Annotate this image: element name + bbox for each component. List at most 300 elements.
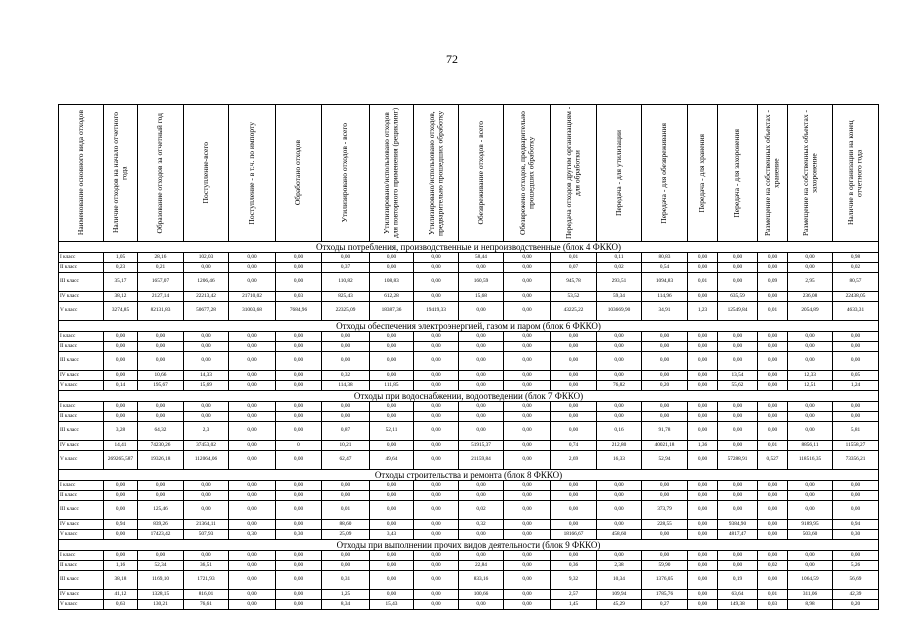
table-cell: 2054,89 [788,302,833,321]
table-cell: 0,00 [229,481,276,491]
table-cell: 0,00 [551,402,597,412]
table-cell: 0,00 [370,371,414,381]
table-cell: 0,00 [138,491,184,501]
section-row [59,470,879,481]
table-cell: 0,00 [718,481,758,491]
table-body [59,242,879,610]
table-cell: 945,78 [551,273,597,292]
column-header [642,105,688,242]
table-cell: 0,00 [504,491,551,501]
table-cell: 0,00 [184,402,229,412]
table-cell: 0,00 [459,402,504,412]
table-cell: 35,17 [104,273,138,292]
table-row [59,253,879,263]
hazard-class-cell: IV класс [59,371,104,381]
table-cell: 212,80 [597,441,642,451]
table-cell: 0,00 [788,332,833,342]
table-cell: 0,01 [758,302,788,321]
table-cell: 0,00 [504,441,551,451]
table-cell: 0,00 [688,263,718,273]
table-cell: 9,32 [551,571,597,590]
table-cell: 0,00 [229,501,276,520]
table-cell: 0,00 [758,501,788,520]
table-cell: 0,00 [758,422,788,441]
hazard-class-cell: IV класс [59,441,104,451]
table-cell: 0,00 [322,561,370,571]
hazard-class-cell: V класс [59,381,104,391]
table-row [59,381,879,391]
table-cell: 51915,37 [459,441,504,451]
table-cell: 0,00 [688,381,718,391]
table-cell: 0,00 [758,371,788,381]
table-cell: 0,00 [414,551,459,561]
table-cell: 0,00 [688,481,718,491]
table-row [59,451,879,470]
table-cell: 10,34 [597,571,642,590]
table-cell: 0,98 [833,253,879,263]
table-row [59,352,879,371]
table-cell: 0,00 [688,520,718,530]
table-cell: 0,00 [504,302,551,321]
waste-statistics-table [58,104,879,610]
table-cell: 0,00 [276,342,322,352]
table-cell: 88,60 [322,520,370,530]
table-cell: 1328,15 [138,590,184,600]
table-cell: 7684,96 [276,302,322,321]
table-cell: 15,68 [459,292,504,302]
table-cell: 269265,587 [104,451,138,470]
table-cell: 111,85 [370,381,414,391]
table-cell: 42,39 [833,590,879,600]
table-cell: 28,16 [138,253,184,263]
table-cell: 1,45 [551,600,597,610]
section-row [59,242,879,253]
table-cell: 0,00 [504,273,551,292]
table-cell: 0,00 [459,481,504,491]
table-cell: 2,38 [597,561,642,571]
table-cell: 0,00 [276,600,322,610]
table-cell: 0,00 [688,590,718,600]
table-row [59,530,879,540]
table-cell: 0,00 [414,530,459,540]
table-row [59,481,879,491]
table-cell: 0,00 [184,263,229,273]
table-cell: 0,31 [322,571,370,590]
table-cell: 0,00 [276,422,322,441]
table-cell: 0,00 [138,481,184,491]
table-cell: 59,34 [597,292,642,302]
table-cell: 53,52 [551,292,597,302]
hazard-class-cell: I класс [59,332,104,342]
table-cell: 0,00 [833,551,879,561]
table-cell: 63,64 [718,590,758,600]
table-row [59,342,879,352]
table-cell: 149,38 [718,600,758,610]
hazard-class-cell: V класс [59,600,104,610]
table-cell: 80,83 [642,253,688,263]
table-cell: 0,00 [184,352,229,371]
table-cell: 0,00 [229,551,276,561]
table-cell: 0,00 [688,412,718,422]
table-cell: 1206,46 [184,273,229,292]
table-cell: 0,32 [322,371,370,381]
table-cell: 0,00 [370,571,414,590]
table-cell: 0,00 [138,352,184,371]
table-cell: 0,00 [104,551,138,561]
table-cell: 114,96 [642,292,688,302]
table-cell: 0,02 [597,263,642,273]
table-cell: 1,24 [833,381,879,391]
table-cell: 59,90 [642,561,688,571]
table-cell: 0,00 [104,402,138,412]
table-cell: 12,33 [788,371,833,381]
table-cell: 0,00 [551,371,597,381]
table-cell: 0,00 [414,332,459,342]
table-cell: 0,00 [597,412,642,422]
table-cell: 0,00 [504,422,551,441]
table-cell: 0,00 [788,561,833,571]
table-cell: 22438,05 [833,292,879,302]
table-cell: 0,00 [551,352,597,371]
table-cell: 0,00 [370,263,414,273]
section-row [59,540,879,551]
table-cell: 0,00 [138,402,184,412]
table-cell: 0,00 [833,342,879,352]
column-header-label: Поступление-всего [200,142,210,204]
section-title: Отходы при выполнении прочих видов деятельности (блок 9 ФККО) [59,540,879,551]
table-cell: 1,16 [104,561,138,571]
column-header [551,105,597,242]
table-cell: 74230,26 [138,441,184,451]
table-cell: 0,00 [504,253,551,263]
table-cell: 0,00 [597,352,642,371]
table-cell: 0,00 [504,352,551,371]
table-cell: 0,00 [688,253,718,263]
table-cell: 0,00 [459,352,504,371]
table-cell: 76,82 [597,381,642,391]
table-cell: 2,3 [184,422,229,441]
section-title: Отходы потребления, производственные и непроизводственные (блок 4 ФККО) [59,242,879,253]
hazard-class-cell: II класс [59,412,104,422]
hazard-class-cell: II класс [59,263,104,273]
table-cell: 0 [276,441,322,451]
table-cell: 0,00 [414,352,459,371]
table-cell: 21159,84 [459,451,504,470]
table-cell: 0,00 [788,412,833,422]
table-cell: 31003,68 [229,302,276,321]
table-cell: 0,00 [788,402,833,412]
table-cell: 0,00 [229,253,276,263]
column-header [788,105,833,242]
column-header [459,105,504,242]
table-cell: 0,00 [184,501,229,520]
table-cell: 0,00 [504,381,551,391]
table-cell: 0,00 [688,402,718,412]
table-cell: 0,00 [504,342,551,352]
table-cell: 1657,07 [138,273,184,292]
table-cell: 0,00 [414,402,459,412]
hazard-class-cell: I класс [59,551,104,561]
table-cell: 0,00 [504,600,551,610]
table-cell: 0,00 [688,501,718,520]
table-cell: 0,00 [504,520,551,530]
table-cell: 0,74 [551,441,597,451]
table-cell: 14,41 [104,441,138,451]
table-cell: 10,66 [138,371,184,381]
table-cell: 228,55 [642,520,688,530]
table-cell: 0,00 [229,590,276,600]
table-cell: 0,00 [718,491,758,501]
table-row [59,551,879,561]
section-title: Отходы обеспечения электроэнергией, газом и паром (блок 6 ФККО) [59,321,879,332]
column-header-label: Поступление - в т.ч. по импорту [246,121,256,225]
table-cell: 0,01 [688,273,718,292]
table-cell: 19326,18 [138,451,184,470]
column-header [229,105,276,242]
table-cell: 0,00 [184,481,229,491]
table-cell: 0,00 [758,571,788,590]
table-cell: 825,43 [322,292,370,302]
table-cell: 0,11 [597,253,642,263]
table-cell: 0,00 [414,501,459,520]
table-cell: 108,83 [370,273,414,292]
hazard-class-cell: III класс [59,422,104,441]
table-cell: 0,00 [597,332,642,342]
table-cell: 56,69 [833,571,879,590]
table-cell: 0,00 [276,412,322,422]
table-cell: 0,00 [104,481,138,491]
table-cell: 45,29 [597,600,642,610]
table-cell: 0,00 [688,371,718,381]
table-cell: 0,00 [642,481,688,491]
table-cell: 0,00 [788,551,833,561]
table-cell: 0,00 [104,342,138,352]
table-cell: 13,54 [718,371,758,381]
table-cell: 1,23 [688,302,718,321]
table-cell: 0,00 [414,381,459,391]
table-cell: 0,00 [688,551,718,561]
hazard-class-cell: V класс [59,530,104,540]
column-header-label: Передача - для утилизации [613,130,623,216]
table-cell: 0,03 [758,600,788,610]
table-row [59,561,879,571]
table-cell: 57288,91 [718,451,758,470]
table-cell: 0,00 [718,402,758,412]
table-cell: 0,00 [718,263,758,273]
table-cell: 0,00 [184,412,229,422]
table-cell: 0,00 [788,342,833,352]
table-cell: 0,00 [642,402,688,412]
table-cell: 0,00 [322,412,370,422]
table-cell: 114,38 [322,381,370,391]
table-cell: 0,00 [276,561,322,571]
table-cell: 5,81 [833,422,879,441]
table-cell: 38,12 [104,292,138,302]
table-cell: 82131,83 [138,302,184,321]
table-cell: 0,00 [833,501,879,520]
table-cell: 0,00 [322,551,370,561]
table-cell: 43225,22 [551,302,597,321]
table-cell: 9189,95 [788,520,833,530]
table-cell: 0,00 [688,352,718,371]
table-cell: 0,00 [229,441,276,451]
table-cell: 0,00 [688,561,718,571]
column-header [59,105,104,242]
table-cell: 91,78 [642,422,688,441]
table-cell: 40021,18 [642,441,688,451]
table-cell: 0,00 [322,402,370,412]
table-cell: 0,00 [414,292,459,302]
table-cell: 0,00 [758,520,788,530]
table-row [59,263,879,273]
column-header [322,105,370,242]
column-header-label: Обезврежено отходов, предварительно прошедших обработку [517,111,535,235]
table-cell: 0,00 [642,371,688,381]
table-cell: 0,00 [276,253,322,263]
table-cell: 0,00 [758,292,788,302]
table-cell: 0,00 [370,441,414,451]
hazard-class-cell: V класс [59,302,104,321]
table-row [59,332,879,342]
table-cell: 0,00 [758,412,788,422]
column-header-label: Утилизировано отходов - всего [340,123,350,223]
table-cell: 34,91 [642,302,688,321]
table-cell: 0,00 [597,501,642,520]
table-cell: 0,00 [322,481,370,491]
table-cell: 3,28 [104,422,138,441]
table-cell: 0,00 [504,263,551,273]
column-header-label: Передача - для хранения [697,133,707,213]
table-cell: 0,19 [718,571,758,590]
table-cell: 38,18 [104,571,138,590]
table-cell: 0,00 [414,451,459,470]
table-cell: 0,00 [833,491,879,501]
table-cell: 0,00 [459,263,504,273]
table-cell: 0,00 [104,491,138,501]
table-cell: 0,00 [688,600,718,610]
column-header-label: Утилизировано/использовано отходов для повторного применения (рециклинг) [382,107,400,239]
hazard-class-cell: III класс [59,571,104,590]
table-cell: 0,00 [551,551,597,561]
table-cell: 55,62 [718,381,758,391]
table-cell: 0,20 [642,381,688,391]
column-header-label: Передача - для обезвреживания [659,122,669,224]
table-cell: 0,00 [758,381,788,391]
table-cell: 0,00 [459,600,504,610]
table-cell: 0,00 [276,571,322,590]
table-cell: 0,00 [276,520,322,530]
table-cell: 0,00 [322,342,370,352]
table-cell: 0,00 [276,402,322,412]
table-cell: 0,00 [504,451,551,470]
table-cell: 1064,59 [788,571,833,590]
table-row [59,441,879,451]
hazard-class-cell: IV класс [59,292,104,302]
table-cell: 0,00 [370,501,414,520]
table-cell: 0,00 [551,381,597,391]
column-header-label: Образование отходов за отчетный год [155,112,165,234]
table-cell: 0,00 [229,381,276,391]
column-header-label: Утилизировано/использовано отходов, предварительно прошедших обработку [426,110,444,236]
table-cell: 18387,36 [370,302,414,321]
table-cell: 0,00 [229,263,276,273]
table-cell: 76,61 [184,600,229,610]
table-cell: 0,00 [370,520,414,530]
table-cell: 0,00 [788,481,833,491]
table-cell: 0,00 [642,551,688,561]
table-cell: 0,00 [229,520,276,530]
table-cell: 52,34 [138,561,184,571]
table-cell: 0,94 [104,520,138,530]
table-cell: 0,00 [414,571,459,590]
table-cell: 0,02 [758,561,788,571]
hazard-class-cell: III класс [59,273,104,292]
table-cell: 16,33 [597,451,642,470]
table-cell: 2,95 [788,273,833,292]
table-cell: 0,00 [322,332,370,342]
table-cell: 0,00 [688,451,718,470]
table-cell: 0,00 [229,571,276,590]
table-cell: 0,05 [833,371,879,381]
table-cell: 0,00 [688,530,718,540]
table-cell: 0,00 [229,491,276,501]
table-cell: 0,20 [833,600,879,610]
table-cell: 507,93 [184,530,229,540]
table-cell: 0,01 [758,441,788,451]
table-row [59,422,879,441]
table-row [59,600,879,610]
table-cell: 19419,33 [414,302,459,321]
table-cell: 0,00 [758,530,788,540]
table-cell: 311,06 [788,590,833,600]
table-cell: 0,00 [788,422,833,441]
table-cell: 0,00 [718,441,758,451]
table-cell: 0,00 [184,491,229,501]
table-cell: 2,69 [551,451,597,470]
table-cell: 64,32 [138,422,184,441]
table-cell: 0,00 [504,501,551,520]
table-cell: 458,60 [597,530,642,540]
table-cell: 0,00 [642,342,688,352]
table-cell: 0,00 [370,332,414,342]
table-cell: 0,00 [104,412,138,422]
table-cell: 236,08 [788,292,833,302]
table-cell: 0,00 [276,371,322,381]
hazard-class-cell: III класс [59,501,104,520]
hazard-class-cell: IV класс [59,590,104,600]
table-cell: 0,00 [758,352,788,371]
column-header-label: Наличие отходов на начало отчетного года [111,112,129,234]
table-cell: 0,00 [370,412,414,422]
table-cell: 0,00 [322,491,370,501]
table-cell: 0,00 [642,530,688,540]
column-header-label: Размещение на собственных объектах - захоронение [800,110,818,236]
table-cell: 0,00 [184,332,229,342]
column-header [718,105,758,242]
table-cell: 2,57 [551,590,597,600]
table-cell: 80,57 [833,273,879,292]
column-header-label: Передача отходов другим организациям - для обработки [564,106,582,240]
table-cell: 4633,31 [833,302,879,321]
table-cell: 109,94 [597,590,642,600]
table-cell: 0,00 [229,273,276,292]
table-cell: 0,00 [788,253,833,263]
table-cell: 0,00 [504,371,551,381]
table-cell: 0,00 [642,491,688,501]
table-cell: 0,00 [276,501,322,520]
table-cell: 0,00 [551,412,597,422]
table-cell: 0,00 [758,402,788,412]
